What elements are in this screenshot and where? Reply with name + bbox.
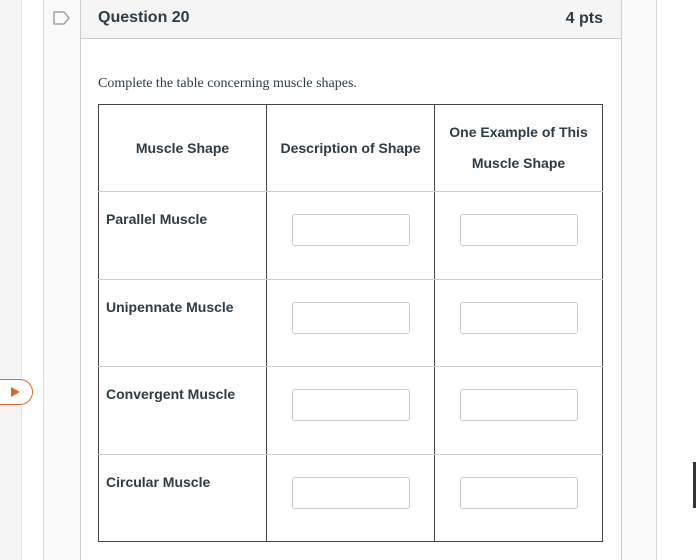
- unipennate-description-input[interactable]: [292, 302, 410, 334]
- column-header-description: Description of Shape: [267, 105, 435, 192]
- column-header-example: One Example of This Muscle Shape: [435, 105, 603, 192]
- example-cell: [435, 367, 603, 454]
- description-cell: [267, 192, 435, 279]
- question-card: [80, 0, 622, 560]
- row-label-cell: [99, 279, 267, 366]
- flag-outline-icon[interactable]: [53, 11, 71, 25]
- question-title: Question 20: [98, 9, 190, 26]
- row-label-cell: [99, 192, 267, 279]
- row-label-parallel: Parallel Muscle: [106, 211, 208, 228]
- table-header-row: [99, 105, 603, 192]
- description-cell: [267, 454, 435, 541]
- row-label-unipennate: Unipennate Muscle: [106, 298, 234, 315]
- parallel-description-input[interactable]: [292, 214, 410, 246]
- row-label-cell: [99, 367, 267, 454]
- row-label-convergent: Convergent Muscle: [106, 386, 236, 403]
- circular-description-input[interactable]: [292, 477, 410, 509]
- question-points: 4 pts: [565, 10, 603, 27]
- table-row: [99, 279, 603, 366]
- side-play-tab[interactable]: [0, 379, 33, 405]
- column-header-muscle-shape: Muscle Shape: [99, 105, 267, 192]
- example-cell: [435, 279, 603, 366]
- table-row: [99, 454, 603, 541]
- example-cell: [435, 192, 603, 279]
- left-gutter: [0, 0, 22, 560]
- convergent-example-input[interactable]: [460, 389, 578, 421]
- scrollbar-thumb[interactable]: [693, 462, 696, 508]
- description-cell: [267, 279, 435, 366]
- description-cell: [267, 367, 435, 454]
- convergent-description-input[interactable]: [292, 389, 410, 421]
- parallel-example-input[interactable]: [460, 214, 578, 246]
- table-row: [99, 192, 603, 279]
- unipennate-example-input[interactable]: [460, 302, 578, 334]
- circular-example-input[interactable]: [460, 477, 578, 509]
- row-label-circular: Circular Muscle: [106, 473, 211, 490]
- play-icon: [11, 387, 20, 397]
- row-label-cell: [99, 454, 267, 541]
- muscle-shape-table: [98, 104, 603, 542]
- example-cell: [435, 454, 603, 541]
- question-header: [81, 0, 621, 39]
- question-prompt: Complete the table concerning muscle shapes.: [98, 76, 357, 91]
- table-row: [99, 367, 603, 454]
